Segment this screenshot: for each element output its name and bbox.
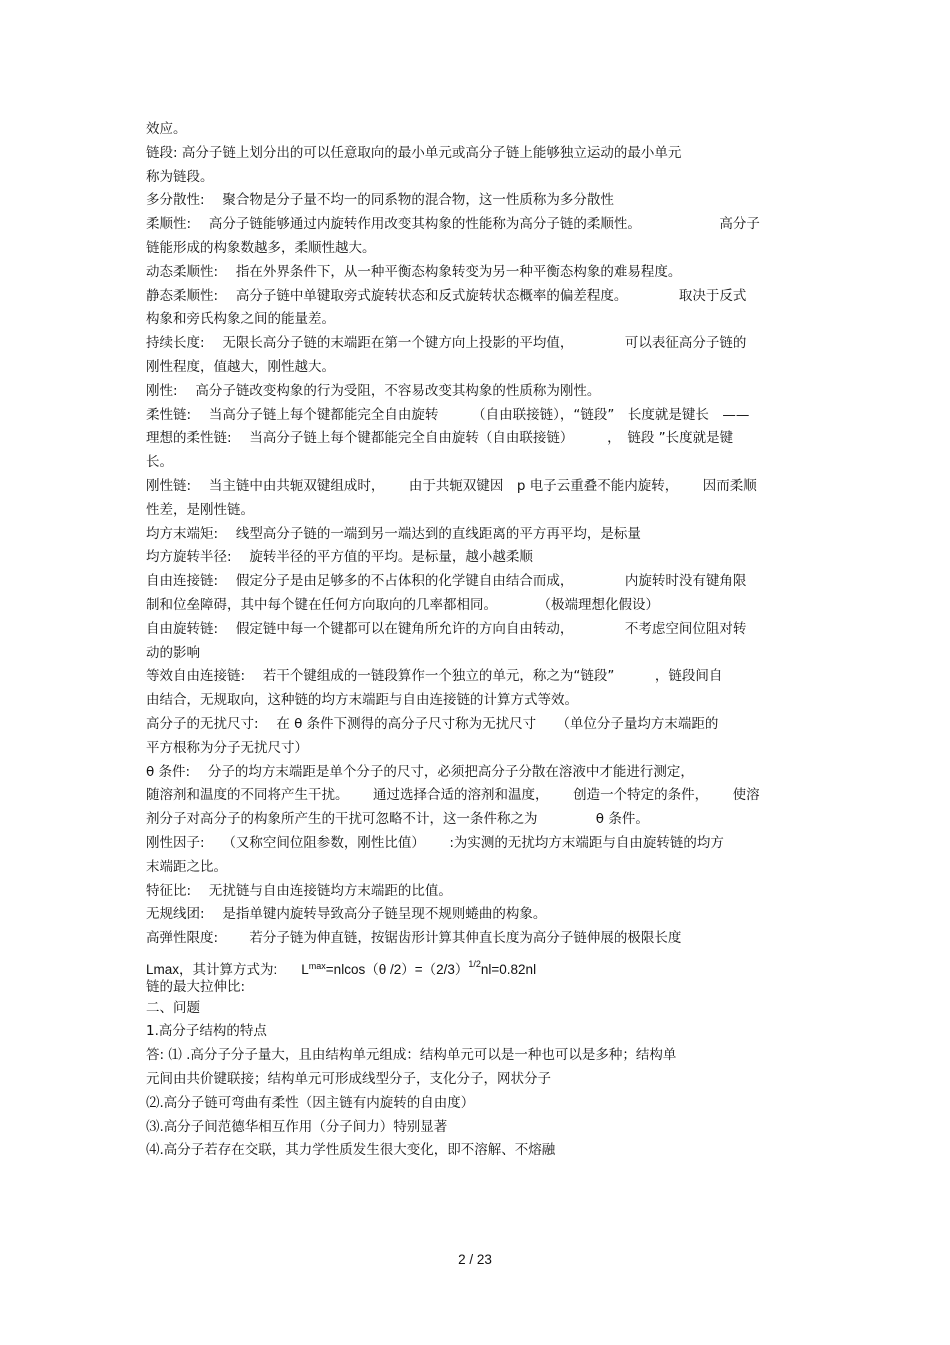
- text-line: 答: ⑴ .高分子分子量大，且由结构单元组成：结构单元可以是一种也可以是多种；结构单: [146, 1047, 677, 1064]
- text-line: θ 条件: 分子的均方末端距是单个分子的尺寸，必须把高分子分散在溶液中才能进行测定，: [146, 763, 694, 780]
- formula-subscript: max: [308, 960, 326, 971]
- text-line: 刚性程度，值越大，刚性越大。: [146, 358, 335, 375]
- text-line: 元间由共价键联接；结构单元可形成线型分子，支化分子，网状分子: [146, 1071, 551, 1088]
- text-line: ⑵.高分子链可弯曲有柔性（因主链有内旋转的自由度）: [146, 1094, 475, 1111]
- text-line: 多分散性: 聚合物是分子量不均一的同系物的混合物，这一性质称为多分散性: [146, 192, 614, 209]
- formula-prefix: Lmax，其计算方式为:: [146, 961, 278, 977]
- formula-line: [146, 953, 806, 977]
- text-line: 特征比: 无扰链与自由连接链均方末端距的比值。: [146, 882, 452, 899]
- text-line: 均方旋转半径: 旋转半径的平方值的平均。是标量，越小越柔顺: [146, 549, 533, 566]
- text-line: 随溶剂和温度的不同将产生干扰。 通过选择合适的溶剂和温度， 创造一个特定的条件， 使溶: [146, 787, 760, 804]
- text-line: 高弹性限度: 若分子链为伸直链，按锯齿形计算其伸直长度为高分子链伸展的极限长度: [146, 930, 682, 947]
- text-line: 等效自由连接链: 若干个键组成的一链段算作一个独立的单元，称之为“链段” ，链段间自: [146, 668, 723, 685]
- text-line: 1.高分子结构的特点: [146, 1023, 267, 1040]
- text-line: 由结合，无规取向，这种链的均方末端距与自由连接链的计算方式等效。: [146, 692, 578, 709]
- text-line: 柔性链: 当高分子链上每个键都能完全自由旋转 （自由联接链），“链段” 长度就是键长 ——: [146, 406, 750, 423]
- text-line: 柔顺性: 高分子链能够通过内旋转作用改变其构象的性能称为高分子链的柔顺性。 高分子: [146, 216, 760, 233]
- text-line: 称为链段。: [146, 168, 214, 185]
- text-line: 链能形成的构象数越多，柔顺性越大。: [146, 239, 376, 256]
- formula-tail: nl=0.82nl: [480, 961, 537, 977]
- text-line: 刚性链: 当主链中由共轭双键组成时， 由于共轭双键因 p 电子云重叠不能内旋转， 因而柔顺: [146, 477, 757, 494]
- text-line: 均方末端矩: 线型高分子链的一端到另一端达到的直线距离的平方再平均，是标量: [146, 525, 641, 542]
- text-line: 持续长度: 无限长高分子链的末端距在第一个键方向上投影的平均值， 可以表征高分子链的: [146, 335, 747, 352]
- text-line: ⑷.高分子若存在交联，其力学性质发生很大变化，即不溶解、不熔融: [146, 1142, 556, 1159]
- text-line: 效应。: [146, 121, 187, 137]
- text-line: 长。: [146, 454, 173, 471]
- formula-body: =nlcos（θ /2）=（2/3）: [325, 961, 469, 977]
- text-line: 刚性因子: （又称空间位阻参数，刚性比值） :为实测的无扰均方末端距与自由旋转链的均方: [146, 834, 724, 851]
- text-line: 构象和旁氏构象之间的能量差。: [146, 311, 335, 328]
- page-body: [146, 118, 806, 1163]
- text-line: 平方根称为分子无扰尺寸）: [146, 739, 308, 756]
- text-line: ⑶.高分子间范德华相互作用（分子间力）特别显著: [146, 1118, 448, 1135]
- text-line: 动态柔顺性: 指在外界条件下，从一种平衡态构象转变为另一种平衡态构象的难易程度。: [146, 263, 682, 280]
- text-line: 性差，是刚性链。: [146, 501, 254, 518]
- text-line: 自由旋转链: 假定链中每一个键都可以在键角所允许的方向自由转动， 不考虑空间位阻对转: [146, 620, 747, 637]
- text-line: 末端距之比。: [146, 858, 227, 875]
- text-line: 制和位垒障碍，其中每个键在任何方向取向的几率都相同。 （极端理想化假设）: [146, 596, 659, 613]
- text-line: 无规线团: 是指单键内旋转导致高分子链呈现不规则蜷曲的构象。: [146, 906, 547, 923]
- text-line: 动的影响: [146, 644, 200, 661]
- text-line: 静态柔顺性: 高分子链中单键取旁式旋转状态和反式旋转状态概率的偏差程度。 取决于反式: [146, 287, 747, 304]
- text-line: 链的最大拉伸比:: [146, 978, 246, 995]
- text-line: 刚性: 高分子链改变构象的行为受阻，不容易改变其构象的性质称为刚性。: [146, 382, 601, 399]
- text-line: 理想的柔性链: 当高分子链上每个键都能完全自由旋转（自由联接链） ， 链段 ”长度就是键: [146, 430, 734, 447]
- text-line: 高分子的无扰尺寸: 在 θ 条件下测得的高分子尺寸称为无扰尺寸 （单位分子量均方末端距的: [146, 715, 719, 732]
- text-line: 剂分子对高分子的构象所产生的干扰可忽略不计，这一条件称之为 θ 条件。: [146, 811, 649, 828]
- formula-superscript: 1/2: [468, 958, 481, 969]
- formula-l: L: [301, 961, 309, 977]
- text-line: 二、问题: [146, 999, 200, 1016]
- text-line: 链段: 高分子链上划分出的可以任意取向的最小单元或高分子链上能够独立运动的最小单元: [146, 144, 682, 161]
- page-number: 2 / 23: [458, 1252, 492, 1267]
- text-line: 自由连接链: 假定分子是由足够多的不占体积的化学键自由结合而成， 内旋转时没有键角限: [146, 573, 747, 590]
